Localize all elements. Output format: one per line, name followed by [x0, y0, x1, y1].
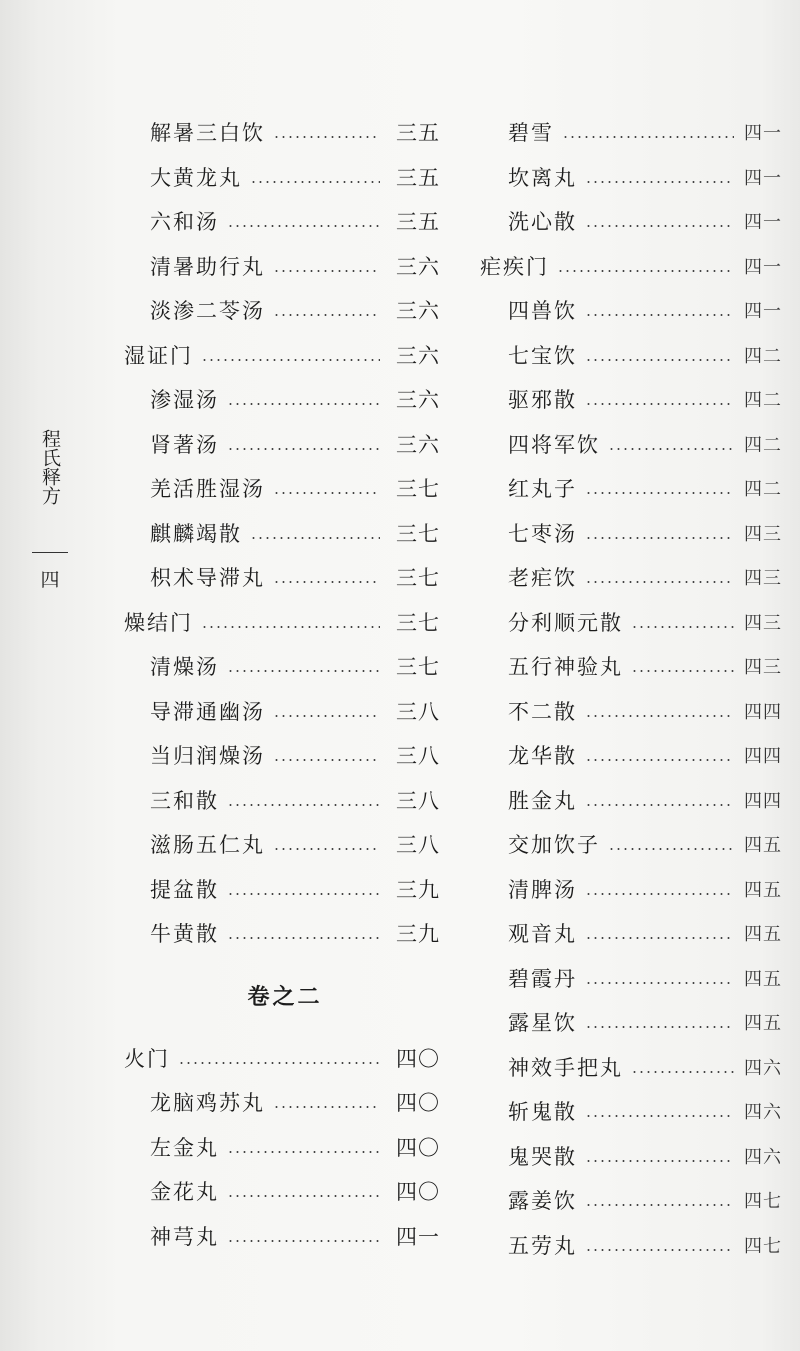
toc-entry-page: 四三: [744, 568, 782, 590]
dot-leader: [178, 1062, 380, 1064]
toc-entry: [480, 911, 780, 956]
toc-entry: [480, 1000, 780, 1045]
dot-leader: [608, 448, 734, 450]
toc-entry-name: 六和汤: [150, 210, 219, 235]
toc-left-column: [110, 110, 440, 1258]
dot-leader: [585, 804, 734, 806]
toc-entry-page: 三七: [396, 477, 440, 502]
toc-entry: [110, 867, 440, 912]
toc-entry-page: 四五: [744, 835, 782, 857]
toc-entry: [110, 466, 440, 511]
toc-entry-name: 不二散: [508, 699, 577, 724]
toc-entry-page: 三八: [396, 744, 440, 769]
toc-entry-name: 当归润燥汤: [150, 744, 265, 769]
dot-leader: [585, 181, 734, 183]
toc-entry-page: 四二: [744, 345, 782, 367]
dot-leader: [273, 848, 380, 850]
dot-leader: [250, 181, 380, 183]
toc-entry-page: 三六: [396, 299, 440, 324]
toc-entry-name: 碧霞丹: [508, 966, 577, 991]
dot-leader: [201, 626, 380, 628]
toc-entry-name: 鬼哭散: [508, 1144, 577, 1169]
toc-entry: [480, 333, 780, 378]
section-title: 卷之二: [247, 984, 323, 1010]
toc-entry-name: 疟疾门: [480, 254, 549, 279]
toc-entry-name: 神芎丸: [150, 1224, 219, 1249]
toc-entry-name: 龙华散: [508, 744, 577, 769]
toc-entry-page: 四七: [744, 1191, 782, 1213]
toc-entry: [480, 778, 780, 823]
toc-entry: [480, 822, 780, 867]
dot-leader: [585, 225, 734, 227]
toc-entry: [480, 555, 780, 600]
toc-entry-page: 三七: [396, 655, 440, 680]
dot-leader: [608, 848, 734, 850]
toc-entry-page: 三六: [396, 432, 440, 457]
dot-leader: [227, 893, 380, 895]
toc-entry-page: 三五: [396, 210, 440, 235]
toc-entry-page: 四四: [744, 701, 782, 723]
toc-entry: [480, 155, 780, 200]
toc-entry: [110, 644, 440, 689]
toc-entry-name: 麒麟竭散: [150, 521, 242, 546]
toc-entry-page: 三八: [396, 699, 440, 724]
toc-left-bottom-list: [110, 1036, 440, 1259]
dot-leader: [631, 670, 734, 672]
toc-entry-page: 三五: [396, 121, 440, 146]
toc-entry-page: 四二: [744, 434, 782, 456]
toc-entry-page: 三七: [396, 566, 440, 591]
toc-entry: [480, 466, 780, 511]
toc-entry-page: 四三: [744, 523, 782, 545]
toc-entry-name: 提盆散: [150, 877, 219, 902]
toc-left-top-list: [110, 110, 440, 956]
toc-entry-name: 金花丸: [150, 1180, 219, 1205]
toc-entry: [480, 199, 780, 244]
toc-entry-name: 碧雪: [508, 121, 554, 146]
toc-entry-page: 四一: [744, 256, 782, 278]
toc-entry-name: 牛黄散: [150, 922, 219, 947]
dot-leader: [585, 537, 734, 539]
toc-entry: [480, 867, 780, 912]
dot-leader: [557, 270, 734, 272]
toc-entry-page: 三六: [396, 343, 440, 368]
toc-entry: [110, 1080, 440, 1125]
toc-entry: [480, 1223, 780, 1268]
toc-entry-page: 四三: [744, 612, 782, 634]
toc-entry-page: 四〇: [396, 1135, 440, 1160]
toc-entry-name: 神效手把丸: [508, 1055, 623, 1080]
dot-leader: [585, 1249, 734, 1251]
toc-entry-name: 胜金丸: [508, 788, 577, 813]
dot-leader: [227, 225, 380, 227]
toc-entry-name: 观音丸: [508, 922, 577, 947]
toc-right-list: [480, 110, 780, 1267]
toc-entry: [110, 110, 440, 155]
dot-leader: [562, 136, 734, 138]
toc-entry-page: 四四: [744, 746, 782, 768]
dot-leader: [250, 537, 380, 539]
dot-leader: [227, 937, 380, 939]
toc-right-column: [480, 110, 780, 1267]
dot-leader: [273, 581, 380, 583]
toc-entry: [480, 1178, 780, 1223]
toc-entry-page: 四六: [744, 1057, 782, 1079]
toc-entry-name: 渗湿汤: [150, 388, 219, 413]
dot-leader: [227, 1195, 380, 1197]
toc-entry: [110, 733, 440, 778]
toc-entry-page: 四四: [744, 790, 782, 812]
toc-entry-name: 导滞通幽汤: [150, 699, 265, 724]
toc-entry: [110, 1125, 440, 1170]
toc-entry-page: 四六: [744, 1102, 782, 1124]
toc-entry: [110, 1214, 440, 1259]
dot-leader: [585, 893, 734, 895]
dot-leader: [585, 1026, 734, 1028]
dot-leader: [273, 715, 380, 717]
toc-entry-name: 交加饮子: [508, 833, 600, 858]
toc-entry-name: 三和散: [150, 788, 219, 813]
dot-leader: [227, 1151, 380, 1153]
toc-category-entry: [110, 600, 440, 645]
toc-entry-name: 分利顺元散: [508, 610, 623, 635]
dot-leader: [227, 1240, 380, 1242]
dot-leader: [273, 270, 380, 272]
toc-entry-name: 洗心散: [508, 210, 577, 235]
toc-entry-name: 大黄龙丸: [150, 165, 242, 190]
toc-entry: [110, 511, 440, 556]
toc-entry-page: 四三: [744, 657, 782, 679]
toc-entry-name: 老疟饮: [508, 566, 577, 591]
toc-entry-name: 燥结门: [124, 610, 193, 635]
toc-entry: [110, 422, 440, 467]
toc-entry: [110, 377, 440, 422]
toc-entry-name: 斩鬼散: [508, 1100, 577, 1125]
toc-entry: [110, 778, 440, 823]
dot-leader: [585, 715, 734, 717]
toc-entry: [480, 1134, 780, 1179]
toc-entry: [480, 733, 780, 778]
toc-entry-name: 清脾汤: [508, 877, 577, 902]
dot-leader: [201, 359, 380, 361]
toc-entry: [110, 822, 440, 867]
toc-category-entry: [110, 1036, 440, 1081]
toc-entry-name: 清暑助行丸: [150, 254, 265, 279]
dot-leader: [227, 804, 380, 806]
toc-entry: [110, 689, 440, 734]
dot-leader: [585, 982, 734, 984]
toc-entry-page: 三九: [396, 922, 440, 947]
toc-entry-page: 四二: [744, 390, 782, 412]
toc-entry-name: 四将军饮: [508, 432, 600, 457]
dot-leader: [585, 314, 734, 316]
toc-entry-name: 坎离丸: [508, 165, 577, 190]
toc-entry-page: 三六: [396, 388, 440, 413]
toc-entry-page: 三六: [396, 254, 440, 279]
dot-leader: [585, 937, 734, 939]
toc-entry: [480, 1089, 780, 1134]
toc-category-entry: [110, 333, 440, 378]
toc-entry: [480, 689, 780, 734]
toc-entry-page: 四五: [744, 968, 782, 990]
toc-entry: [480, 110, 780, 155]
dot-leader: [273, 759, 380, 761]
toc-entry-page: 三五: [396, 165, 440, 190]
toc-entry-page: 四一: [744, 212, 782, 234]
toc-entry-name: 露姜饮: [508, 1189, 577, 1214]
toc-entry: [480, 644, 780, 689]
toc-entry-page: 四五: [744, 879, 782, 901]
dot-leader: [631, 626, 734, 628]
toc-entry-page: 三九: [396, 877, 440, 902]
toc-entry-page: 三八: [396, 788, 440, 813]
toc-entry-name: 七枣汤: [508, 521, 577, 546]
toc-entry-name: 羌活胜湿汤: [150, 477, 265, 502]
toc-entry-name: 滋肠五仁丸: [150, 833, 265, 858]
dot-leader: [585, 403, 734, 405]
dot-leader: [227, 403, 380, 405]
toc-entry-page: 四五: [744, 1013, 782, 1035]
dot-leader: [585, 492, 734, 494]
toc-entry-page: 四一: [744, 123, 782, 145]
dot-leader: [273, 314, 380, 316]
dot-leader: [585, 581, 734, 583]
book-title: 程氏释方: [39, 429, 61, 505]
toc-category-entry: [480, 244, 780, 289]
toc-entry-page: 四一: [396, 1224, 440, 1249]
dot-leader: [585, 1160, 734, 1162]
toc-entry-page: 四二: [744, 479, 782, 501]
toc-entry-name: 龙脑鸡苏丸: [150, 1091, 265, 1116]
toc-entry: [480, 600, 780, 645]
toc-entry-name: 火门: [124, 1046, 170, 1071]
toc-entry-page: 四〇: [396, 1180, 440, 1205]
toc-entry: [110, 199, 440, 244]
toc-entry-page: 四〇: [396, 1091, 440, 1116]
dot-leader: [273, 492, 380, 494]
dot-leader: [273, 136, 380, 138]
toc-entry-name: 驱邪散: [508, 388, 577, 413]
toc-entry-name: 枳术导滞丸: [150, 566, 265, 591]
toc-entry-name: 左金丸: [150, 1135, 219, 1160]
toc-entry: [110, 555, 440, 600]
toc-entry: [110, 288, 440, 333]
toc-entry: [480, 377, 780, 422]
toc-entry-name: 湿证门: [124, 343, 193, 368]
toc-entry: [480, 511, 780, 556]
toc-entry: [480, 956, 780, 1001]
dot-leader: [585, 359, 734, 361]
toc-entry-page: 四〇: [396, 1046, 440, 1071]
dot-leader: [585, 1204, 734, 1206]
page-number: 四: [40, 569, 60, 591]
dot-leader: [631, 1071, 734, 1073]
toc-entry-name: 露星饮: [508, 1011, 577, 1036]
toc-entry-page: 三七: [396, 521, 440, 546]
toc-entry-name: 肾著汤: [150, 432, 219, 457]
toc-entry: [110, 1169, 440, 1214]
dot-leader: [273, 1106, 380, 1108]
dot-leader: [227, 670, 380, 672]
toc-entry-page: 四六: [744, 1146, 782, 1168]
toc-entry-page: 四五: [744, 924, 782, 946]
toc-entry-name: 解暑三白饮: [150, 121, 265, 146]
toc-entry: [110, 155, 440, 200]
toc-entry-name: 红丸子: [508, 477, 577, 502]
toc-entry-page: 四一: [744, 301, 782, 323]
toc-entry-name: 七宝饮: [508, 343, 577, 368]
toc-entry-page: 三八: [396, 833, 440, 858]
dot-leader: [585, 1115, 734, 1117]
toc-entry: [480, 288, 780, 333]
toc-entry: [480, 422, 780, 467]
toc-entry-page: 四一: [744, 167, 782, 189]
toc-entry-page: 三七: [396, 610, 440, 635]
toc-entry-name: 五行神验丸: [508, 655, 623, 680]
header-rule: [32, 552, 68, 553]
toc-entry-name: 四兽饮: [508, 299, 577, 324]
toc-entry-name: 清燥汤: [150, 655, 219, 680]
dot-leader: [227, 448, 380, 450]
toc-entry: [480, 1045, 780, 1090]
dot-leader: [585, 759, 734, 761]
toc-entry-name: 淡渗二苓汤: [150, 299, 265, 324]
toc-entry: [110, 911, 440, 956]
toc-entry-page: 四七: [744, 1235, 782, 1257]
toc-entry: [110, 244, 440, 289]
toc-entry-name: 五劳丸: [508, 1233, 577, 1258]
running-head: [30, 392, 70, 592]
